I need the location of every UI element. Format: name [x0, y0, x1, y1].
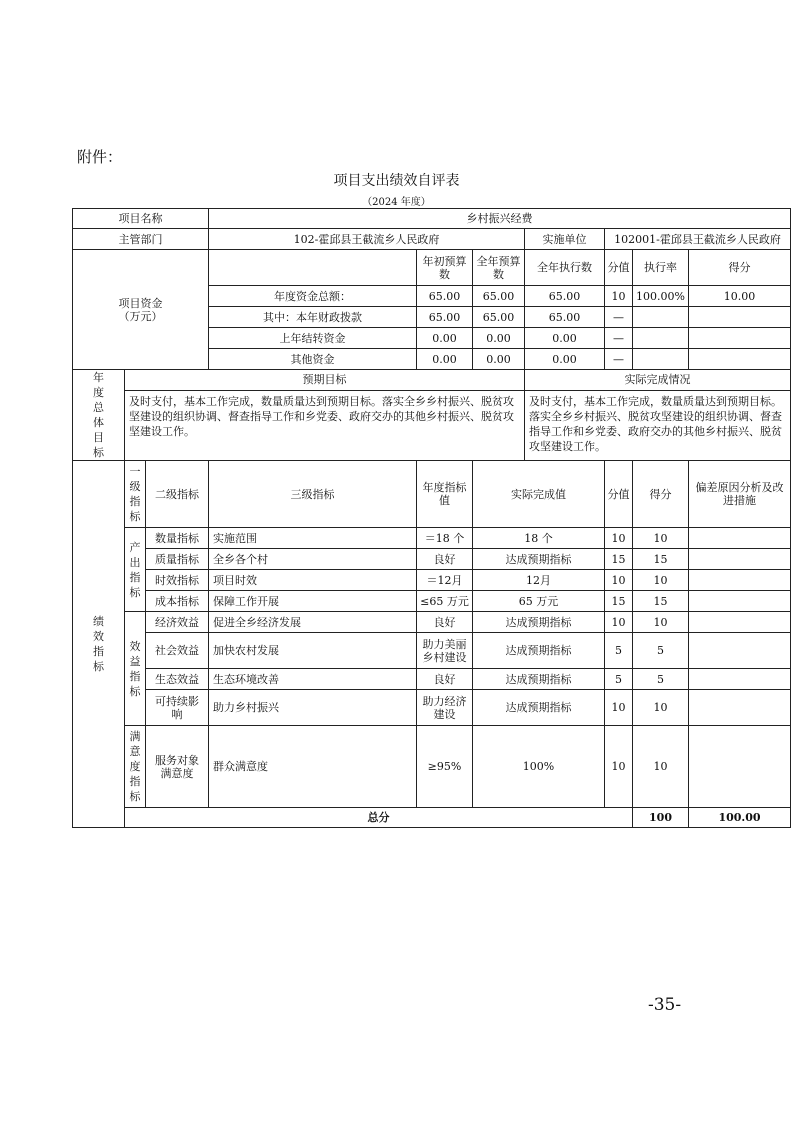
- funds-row-score: [689, 328, 791, 349]
- score-cell: 5: [633, 633, 689, 669]
- funds-row-initial: 65.00: [417, 286, 473, 307]
- annual-goals-label: 年 度 总 体 目 标: [73, 370, 125, 461]
- funds-row-score: [689, 307, 791, 328]
- output-indicator-row: [73, 528, 791, 549]
- target-cell: ＝12月: [417, 570, 473, 591]
- benefit-indicator-row: [73, 633, 791, 669]
- level3-cell: 实施范围: [209, 528, 417, 549]
- funds-label-line2: （万元）: [118, 309, 163, 323]
- funds-label-line1: 项目资金: [118, 296, 163, 310]
- level2-cell: 时效指标: [146, 570, 209, 591]
- actual-cell: 达成预期指标: [473, 669, 605, 690]
- benefit-indicator-row: [73, 612, 791, 633]
- score-header: 得分: [633, 461, 689, 528]
- funds-row-score: 10.00: [689, 286, 791, 307]
- target-cell: 良好: [417, 669, 473, 690]
- funds-row-annual: 0.00: [473, 328, 525, 349]
- funds-header-blank: [209, 250, 417, 286]
- target-cell: ＝18 个: [417, 528, 473, 549]
- reason-cell: [689, 549, 791, 570]
- total-weight: 100: [633, 808, 689, 828]
- level3-cell: 助力乡村振兴: [209, 690, 417, 726]
- weight-cell: 15: [605, 591, 633, 612]
- page-number: -35-: [648, 995, 682, 1015]
- target-cell: ≤65 万元: [417, 591, 473, 612]
- funds-row-weight: —: [605, 307, 633, 328]
- level2-cell: 社会效益: [146, 633, 209, 669]
- implementer-value: 102001-霍邱县王截流乡人民政府: [605, 229, 791, 250]
- reason-cell: [689, 612, 791, 633]
- level3-cell: 全乡各个村: [209, 549, 417, 570]
- goals-header-row: [73, 370, 791, 391]
- total-label: 总分: [125, 808, 633, 828]
- actual-cell: 18 个: [473, 528, 605, 549]
- level2-cell: 成本指标: [146, 591, 209, 612]
- score-cell: 15: [633, 591, 689, 612]
- funds-row-name: 上年结转资金: [209, 328, 417, 349]
- weight-cell: 10: [605, 690, 633, 726]
- funds-row-weight: —: [605, 328, 633, 349]
- level3-cell: 促进全乡经济发展: [209, 612, 417, 633]
- reason-cell: [689, 669, 791, 690]
- reason-cell: [689, 528, 791, 549]
- form-title: 项目支出绩效自评表: [333, 173, 460, 189]
- output-indicator-row: [73, 549, 791, 570]
- level2-cell: 经济效益: [146, 612, 209, 633]
- actual-status-text: 及时支付，基本工作完成，数量质量达到预期目标。落实全乡乡村振兴、脱贫攻坚建设的组织协调、督查指导工作和乡党委、政府交办的其他乡村振兴、脱贫攻坚建设工作。: [525, 390, 791, 460]
- target-cell: 助力美丽 乡村建设: [417, 633, 473, 669]
- actual-status-header: 实际完成情况: [525, 370, 791, 391]
- benefit-indicator-row: [73, 669, 791, 690]
- form-year: （2024 年度）: [362, 197, 431, 208]
- goals-text-row: [73, 390, 791, 460]
- target-cell: 良好: [417, 549, 473, 570]
- level3-cell: 保障工作开展: [209, 591, 417, 612]
- funds-row-name: 其中：本年财政拨款: [209, 307, 417, 328]
- reason-cell: [689, 570, 791, 591]
- funds-row-annual: 65.00: [473, 286, 525, 307]
- funds-row-annual: 65.00: [473, 307, 525, 328]
- funds-header-annual: 全年预算数: [473, 250, 525, 286]
- funds-header-initial: 年初预算数: [417, 250, 473, 286]
- indicator-header-row: [73, 461, 791, 528]
- target-cell: 良好: [417, 612, 473, 633]
- level3-header: 三级指标: [209, 461, 417, 528]
- actual-cell: 达成预期指标: [473, 690, 605, 726]
- reason-cell: [689, 591, 791, 612]
- project-name-label: 项目名称: [73, 209, 209, 229]
- level2-cell: 服务对象 满意度: [146, 726, 209, 808]
- funds-row-initial: 0.00: [417, 349, 473, 370]
- funds-row-name: 其他资金: [209, 349, 417, 370]
- target-cell: 助力经济 建设: [417, 690, 473, 726]
- self-evaluation-table: [72, 208, 791, 828]
- funds-row-executed: 65.00: [525, 286, 605, 307]
- target-cell: ≥95%: [417, 726, 473, 808]
- department-row: [73, 229, 791, 250]
- funds-row-rate: [633, 307, 689, 328]
- total-row: [73, 808, 791, 828]
- score-cell: 10: [633, 726, 689, 808]
- funds-row-weight: —: [605, 349, 633, 370]
- actual-cell: 达成预期指标: [473, 549, 605, 570]
- level1-header: 一 级 指 标: [125, 461, 146, 528]
- actual-cell: 达成预期指标: [473, 633, 605, 669]
- score-cell: 10: [633, 570, 689, 591]
- level2-header: 二级指标: [146, 461, 209, 528]
- score-cell: 15: [633, 549, 689, 570]
- funds-header-row: [73, 250, 791, 286]
- funds-header-score: 得分: [689, 250, 791, 286]
- level3-cell: 项目时效: [209, 570, 417, 591]
- level3-cell: 群众满意度: [209, 726, 417, 808]
- funds-row-rate: [633, 328, 689, 349]
- actual-cell: 12月: [473, 570, 605, 591]
- implementer-label: 实施单位: [525, 229, 605, 250]
- funds-row-score: [689, 349, 791, 370]
- performance-indicator-label: 绩 效 指 标: [73, 461, 125, 828]
- score-cell: 10: [633, 528, 689, 549]
- level2-cell: 可持续影 响: [146, 690, 209, 726]
- funds-row-executed: 65.00: [525, 307, 605, 328]
- benefit-indicator-row: [73, 690, 791, 726]
- expected-goal-text: 及时支付，基本工作完成，数量质量达到预期目标。落实全乡乡村振兴、脱贫攻坚建设的组织协调、督查指导工作和乡党委、政府交办的其他乡村振兴、脱贫攻坚建设工作。: [125, 390, 525, 460]
- funds-header-weight: 分值: [605, 250, 633, 286]
- total-score: 100.00: [689, 808, 791, 828]
- output-indicator-label: 产 出 指 标: [125, 528, 146, 612]
- benefit-indicator-label: 效 益 指 标: [125, 612, 146, 726]
- project-name-value: 乡村振兴经费: [209, 209, 791, 229]
- weight-cell: 10: [605, 570, 633, 591]
- level2-cell: 数量指标: [146, 528, 209, 549]
- score-cell: 10: [633, 690, 689, 726]
- expected-goal-header: 预期目标: [125, 370, 525, 391]
- level2-cell: 生态效益: [146, 669, 209, 690]
- level3-cell: 生态环境改善: [209, 669, 417, 690]
- level2-cell: 质量指标: [146, 549, 209, 570]
- project-name-row: [73, 209, 791, 229]
- reason-cell: [689, 690, 791, 726]
- output-indicator-row: [73, 570, 791, 591]
- reason-cell: [689, 726, 791, 808]
- funds-row-executed: 0.00: [525, 349, 605, 370]
- output-indicator-row: [73, 591, 791, 612]
- reason-cell: [689, 633, 791, 669]
- funds-row-rate: [633, 349, 689, 370]
- funds-row-annual: 0.00: [473, 349, 525, 370]
- funds-row-executed: 0.00: [525, 328, 605, 349]
- satisfaction-indicator-row: [73, 726, 791, 808]
- score-cell: 10: [633, 612, 689, 633]
- weight-header: 分值: [605, 461, 633, 528]
- funds-header-rate: 执行率: [633, 250, 689, 286]
- funds-row-initial: 0.00: [417, 328, 473, 349]
- funds-row-initial: 65.00: [417, 307, 473, 328]
- actual-cell: 达成预期指标: [473, 612, 605, 633]
- actual-header: 实际完成值: [473, 461, 605, 528]
- weight-cell: 10: [605, 528, 633, 549]
- level3-cell: 加快农村发展: [209, 633, 417, 669]
- actual-cell: 65 万元: [473, 591, 605, 612]
- department-label: 主管部门: [73, 229, 209, 250]
- funds-label: [73, 250, 209, 370]
- funds-header-executed: 全年执行数: [525, 250, 605, 286]
- target-header: 年度指标 值: [417, 461, 473, 528]
- actual-cell: 100%: [473, 726, 605, 808]
- funds-row-name: 年度资金总额：: [209, 286, 417, 307]
- weight-cell: 10: [605, 612, 633, 633]
- weight-cell: 10: [605, 726, 633, 808]
- funds-row-rate: 100.00%: [633, 286, 689, 307]
- score-cell: 5: [633, 669, 689, 690]
- weight-cell: 15: [605, 549, 633, 570]
- weight-cell: 5: [605, 669, 633, 690]
- funds-row-weight: 10: [605, 286, 633, 307]
- weight-cell: 5: [605, 633, 633, 669]
- department-value: 102-霍邱县王截流乡人民政府: [209, 229, 525, 250]
- attachment-label: 附件：: [77, 148, 123, 166]
- reason-header: 偏差原因分析及改 进措施: [689, 461, 791, 528]
- satisfaction-indicator-label: 满 意 度 指 标: [125, 726, 146, 808]
